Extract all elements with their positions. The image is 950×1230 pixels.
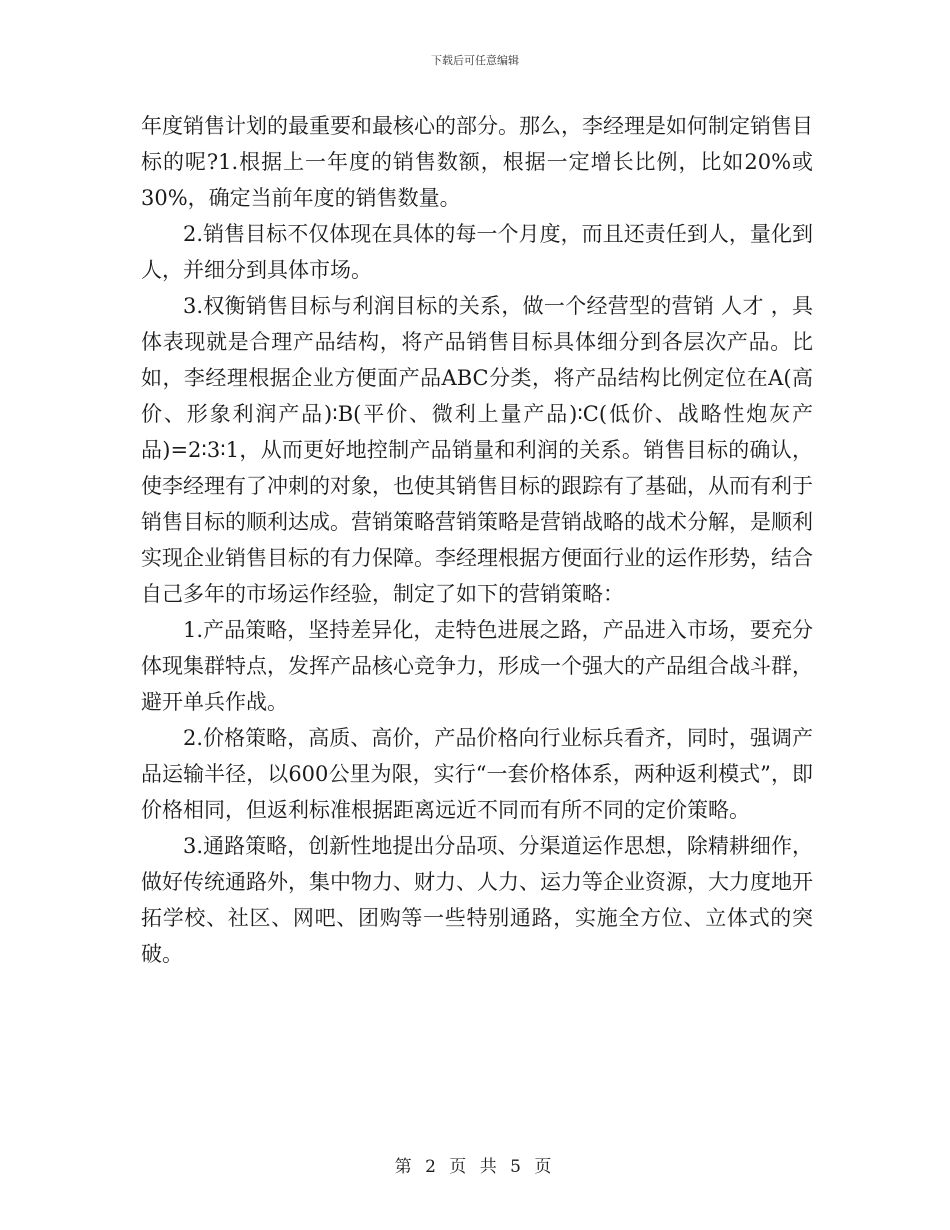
document-body	[141, 108, 813, 972]
paragraph-profit-balance: 3.权衡销售目标与利润目标的关系，做一个经营型的营销 人才 ，具体表现就是合理产品结构，将产品销售目标具体细分到各层次产品。比如，李经理根据企业方便面产品ABC分类，将产品结构比例定位在A(高价、形象利润产品)∶B(平价、微利上量产品)∶C(低价、战略性炮灰产品)=2∶3∶1，从而更好地控制产品销量和利润的关系。销售目标的确认，使李经理有了冲刺的对象，也使其销售目标的跟踪有了基础，从而有利于销售目标的顺利达成。营销策略营销策略是营销战略的战术分解，是顺利实现企业销售目标的有力保障。李经理根据方便面行业的运作形势，结合自己多年的市场运作经验，制定了如下的营销策略：	[141, 294, 813, 606]
page-number: 第 2 页 共 5 页	[394, 1157, 556, 1177]
paragraph-channel-strategy: 3.通路策略，创新性地提出分品项、分渠道运作思想，除精耕细作，做好传统通路外，集中物力、财力、人力、运力等企业资源，大力度地开拓学校、社区、网吧、团购等一些特别通路，实施全方位、立体式的突破。	[141, 834, 813, 966]
page-header: 下载后可任意编辑	[431, 54, 519, 67]
paragraph-continued: 年度销售计划的最重要和最核心的部分。那么，李经理是如何制定销售目标的呢?1.根据上一年度的销售数额，根据一定增长比例，比如20%或30%，确定当前年度的销售数量。	[141, 114, 813, 210]
paragraph-price-strategy: 2.价格策略，高质、高价，产品价格向行业标兵看齐，同时，强调产品运输半径，以600公里为限，实行“一套价格体系，两种返利模式”，即价格相同，但返利标准根据距离远近不同而有所不同的定价策略。	[141, 726, 813, 822]
paragraph-sales-target-detail: 2.销售目标不仅体现在具体的每一个月度，而且还责任到人，量化到人，并细分到具体市场。	[141, 222, 813, 282]
paragraph-product-strategy: 1.产品策略，坚持差异化，走特色进展之路，产品进入市场，要充分体现集群特点，发挥产品核心竞争力，形成一个强大的产品组合战斗群，避开单兵作战。	[141, 618, 813, 714]
